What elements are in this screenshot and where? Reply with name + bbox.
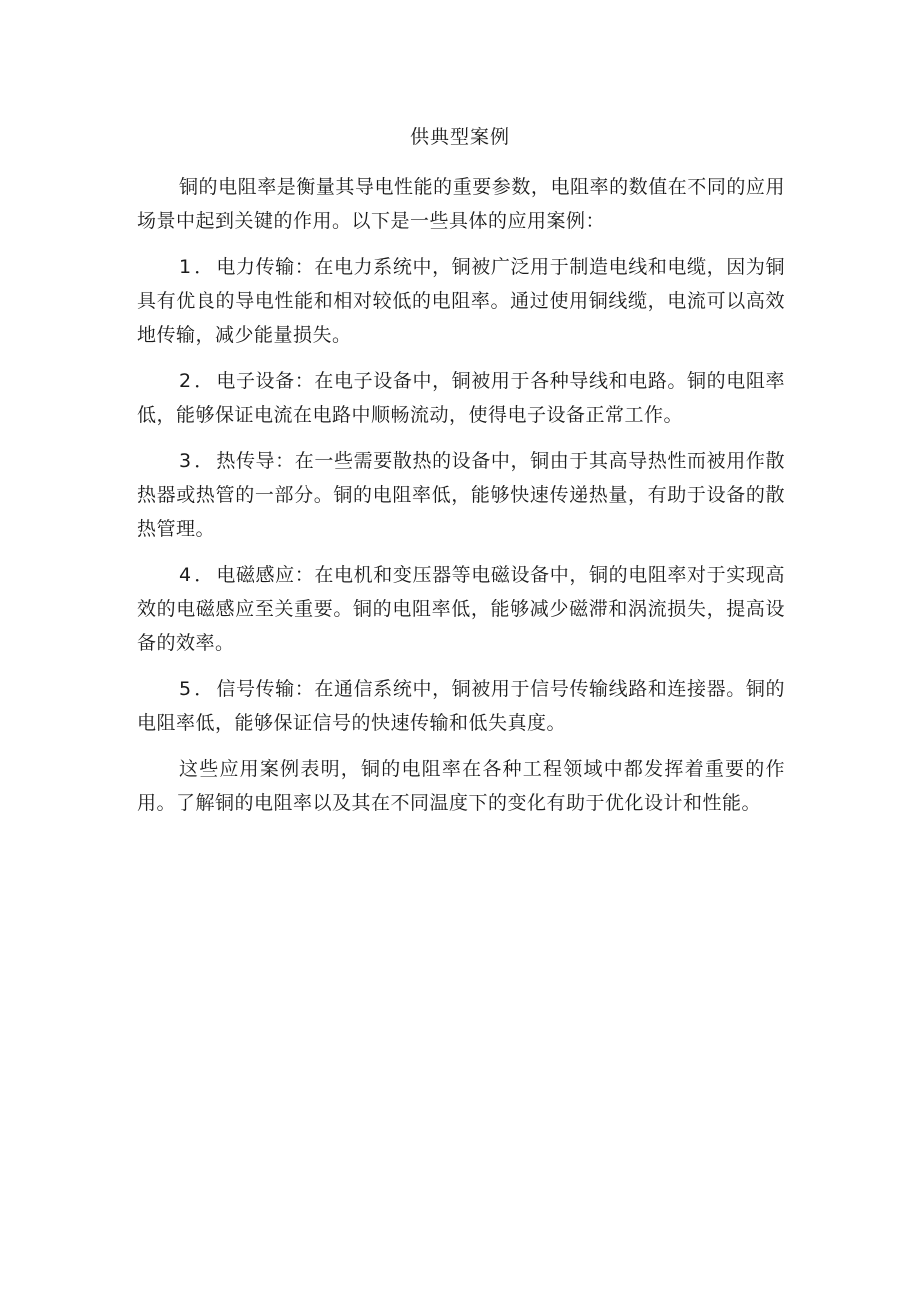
item-number: 5．	[179, 678, 217, 700]
item-number: 2．	[179, 370, 217, 392]
document-title: 供典型案例	[409, 126, 510, 148]
intro-paragraph: 铜的电阻率是衡量其导电性能的重要参数，电阻率的数值在不同的应用场景中起到关键的作用。以下是一些具体的应用案例：	[137, 176, 785, 232]
item-text: 电子设备：在电子设备中，铜被用于各种导线和电路。铜的电阻率低，能够保证电流在电路中顺畅流动，使得电子设备正常工作。	[137, 370, 785, 426]
list-item	[137, 672, 785, 740]
item-number: 4．	[179, 564, 217, 586]
list-item	[137, 558, 785, 660]
item-text: 电磁感应：在电机和变压器等电磁设备中，铜的电阻率对于实现高效的电磁感应至关重要。铜的电阻率低，能够减少磁滞和涡流损失，提高设备的效率。	[137, 564, 785, 654]
list-item	[137, 364, 785, 432]
conclusion-paragraph: 这些应用案例表明，铜的电阻率在各种工程领域中都发挥着重要的作用。了解铜的电阻率以及其在不同温度下的变化有助于优化设计和性能。	[137, 758, 785, 814]
list-item	[137, 444, 785, 546]
item-number: 3．	[179, 450, 217, 472]
item-text: 电力传输：在电力系统中，铜被广泛用于制造电线和电缆，因为铜具有优良的导电性能和相对较低的电阻率。通过使用铜线缆，电流可以高效地传输，减少能量损失。	[137, 256, 785, 346]
item-number: 1．	[179, 256, 217, 278]
item-text: 热传导：在一些需要散热的设备中，铜由于其高导热性而被用作散热器或热管的一部分。铜的电阻率低，能够快速传递热量，有助于设备的散热管理。	[137, 450, 785, 540]
item-text: 信号传输：在通信系统中，铜被用于信号传输线路和连接器。铜的电阻率低，能够保证信号的快速传输和低失真度。	[137, 678, 785, 734]
list-item	[137, 250, 785, 352]
document-body	[137, 170, 785, 832]
